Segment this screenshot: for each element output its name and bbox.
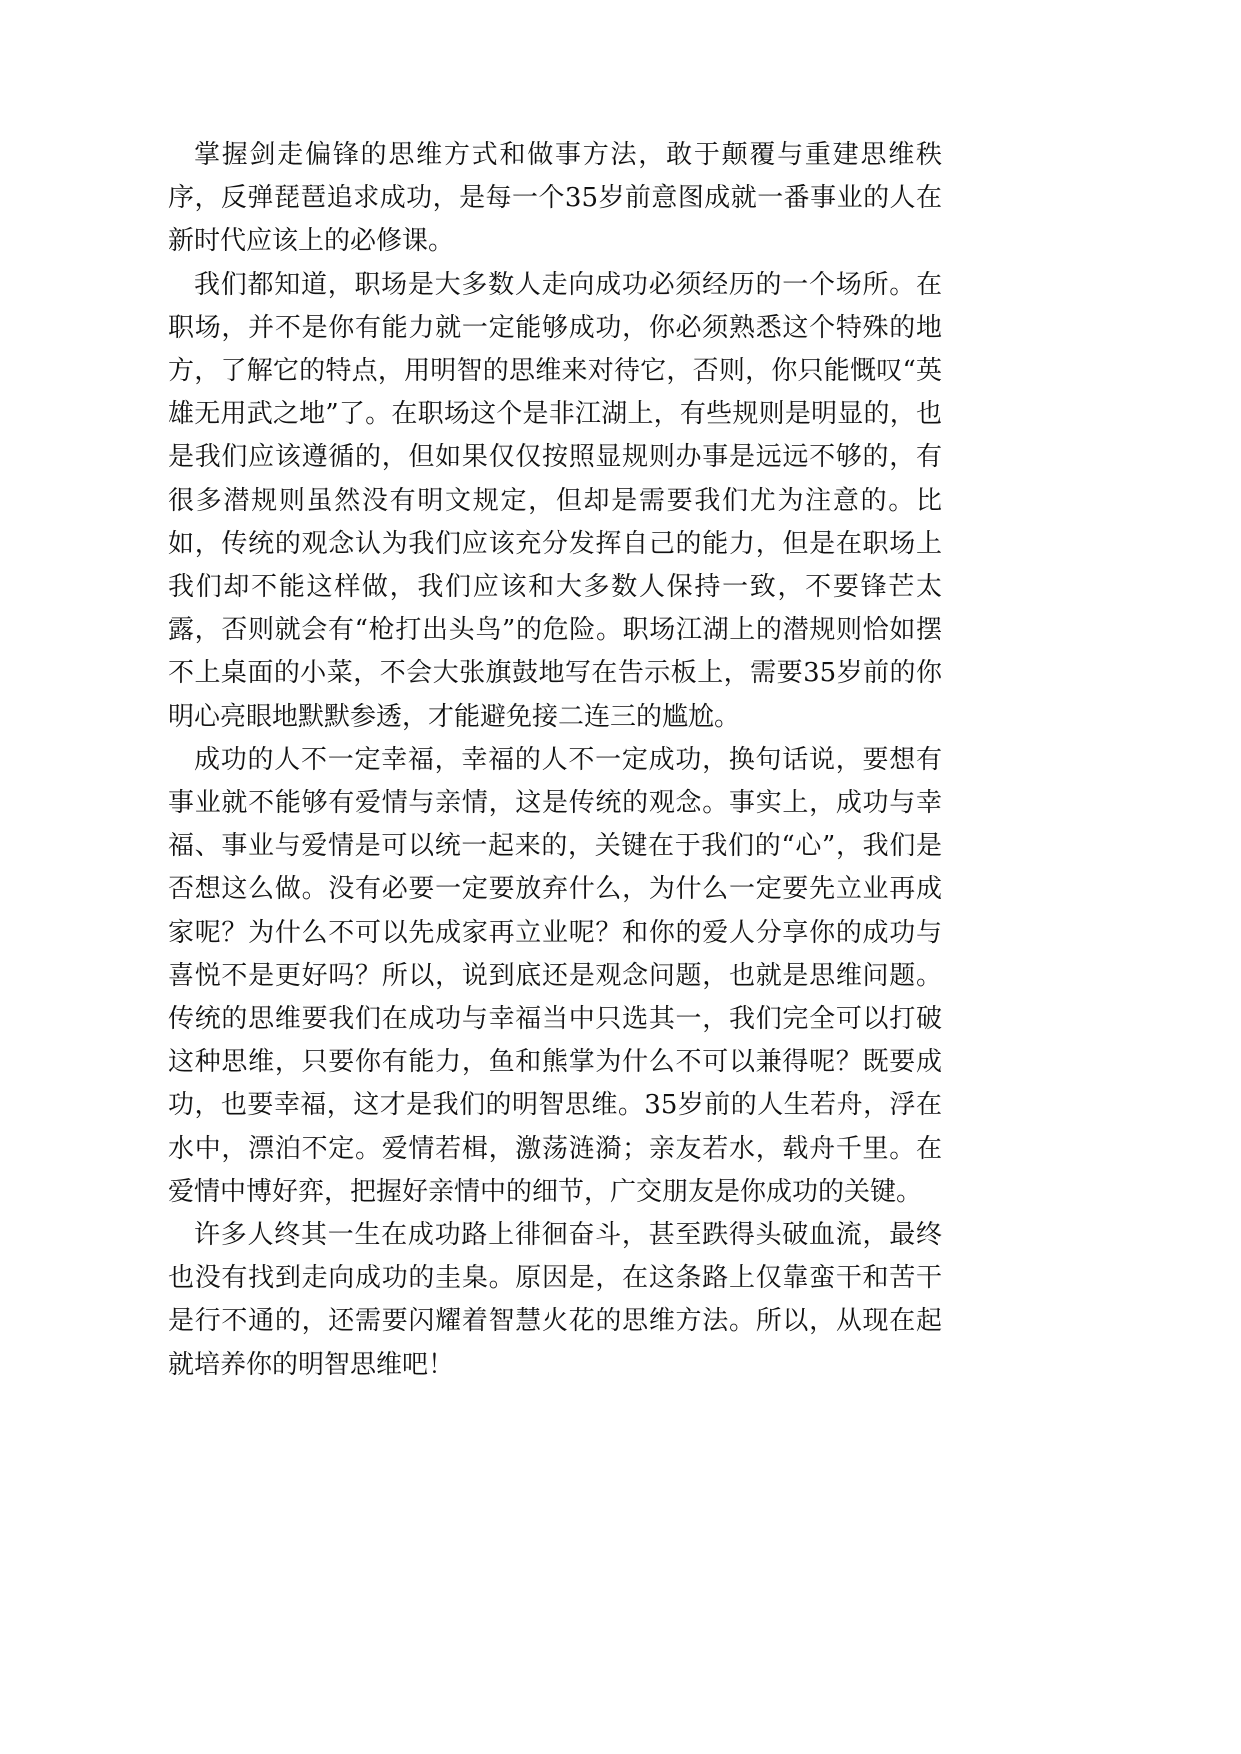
paragraph-3: 成功的人不一定幸福，幸福的人不一定成功，换句话说，要想有事业就不能够有爱情与亲情，这是传统的观念。事实上，成功与幸福、事业与爱情是可以统一起来的，关键在于我们的“心”，我们是否想这么做。没有必要一定要放弃什么，为什么一定要先立业再成家呢？为什么不可以先成家再立业呢？和你的爱人分享你的成功与喜悦不是更好吗？所以，说到底还是观念问题，也就是思维问题。传统的思维要我们在成功与幸福当中只选其一，我们完全可以打破这种思维，只要你有能力，鱼和熊掌为什么不可以兼得呢？既要成功，也要幸福，这才是我们的明智思维。35岁前的人生若舟，浮在水中，漂泊不定。爱情若楫，激荡涟漪；亲友若水，载舟千里。在爱情中博好弈，把握好亲情中的细节，广交朋友是你成功的关键。: [168, 744, 942, 1207]
paragraph-2: 我们都知道，职场是大多数人走向成功必须经历的一个场所。在职场，并不是你有能力就一定能够成功，你必须熟悉这个特殊的地方，了解它的特点，用明智的思维来对待它，否则，你只能慨叹“英雄无用武之地”了。在职场这个是非江湖上，有些规则是明显的，也是我们应该遵循的，但如果仅仅按照显规则办事是远远不够的，有很多潜规则虽然没有明文规定，但却是需要我们尤为注意的。比如，传统的观念认为我们应该充分发挥自己的能力，但是在职场上我们却不能这样做，我们应该和大多数人保持一致，不要锋芒太露，否则就会有“枪打出头鸟”的危险。职场江湖上的潜规则恰如摆不上桌面的小菜，不会大张旗鼓地写在告示板上，需要35岁前的你明心亮眼地默默参透，才能避免接二连三的尴尬。: [168, 269, 942, 732]
paragraph-4: 许多人终其一生在成功路上徘徊奋斗，甚至跌得头破血流，最终也没有找到走向成功的圭臬。原因是，在这条路上仅靠蛮干和苦干是行不通的，还需要闪耀着智慧火花的思维方法。所以，从现在起就培养你的明智思维吧！: [168, 1220, 942, 1380]
document-page: [168, 134, 942, 1387]
paragraph-1: 掌握剑走偏锋的思维方式和做事方法，敢于颠覆与重建思维秩序，反弹琵琶追求成功，是每一个35岁前意图成就一番事业的人在新时代应该上的必修课。: [168, 140, 942, 257]
